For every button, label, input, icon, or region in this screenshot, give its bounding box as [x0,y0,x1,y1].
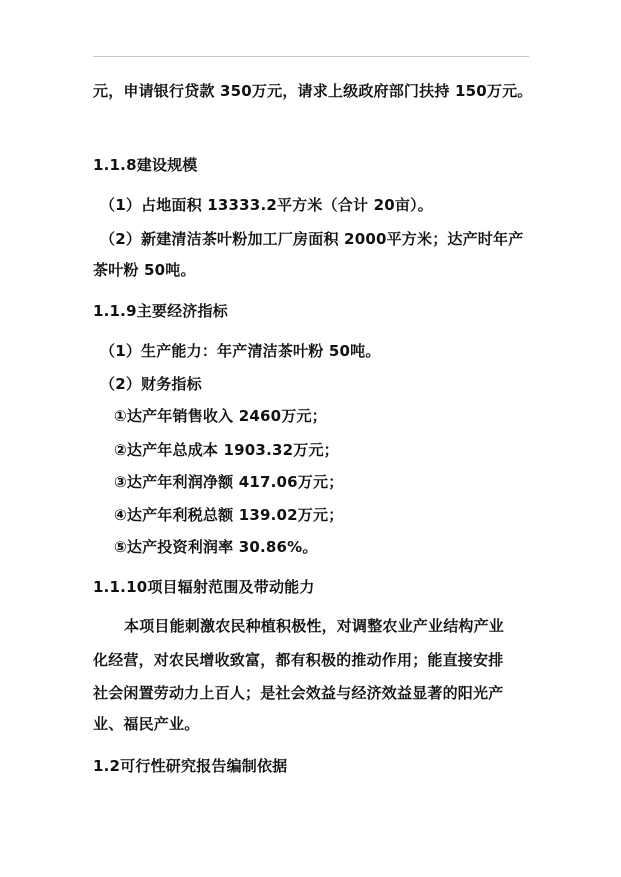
economic-item-1: （1）生产能力：年产清洁茶叶粉 50吨。 [100,342,381,360]
scale-item-1: （1）占地面积 13333.2平方米（合计 20亩）。 [100,196,433,214]
paragraph-line-4: 业、福民产业。 [93,715,200,733]
scale-item-2-line-2: 茶叶粉 50吨。 [93,261,196,279]
scale-item-2-line-1: （2）新建清洁茶叶粉加工厂房面积 2000平方米；达产时年产 [100,230,524,248]
section-heading-1-2: 1.2可行性研究报告编制依据 [93,757,288,775]
text-line-continuation: 元，申请银行贷款 350万元，请求上级政府部门扶持 150万元。 [93,82,533,100]
paragraph-line-1: 本项目能刺激农民种植积极性，对调整农业产业结构产业 [124,617,505,635]
financial-item-4: ④达产年利税总额 139.02万元； [114,506,344,524]
financial-item-1: ①达产年销售收入 2460万元； [114,407,327,425]
financial-item-5: ⑤达产投资利润率 30.86%。 [114,538,318,556]
section-heading-1-1-10: 1.1.10项目辐射范围及带动能力 [93,578,315,596]
section-heading-1-1-9: 1.1.9主要经济指标 [93,302,228,320]
header-rule [93,56,529,57]
paragraph-line-3: 社会闲置劳动力上百人；是社会效益与经济效益显著的阳光产 [93,684,504,702]
paragraph-line-2: 化经营，对农民增收致富，都有积极的推动作用；能直接安排 [93,651,504,669]
economic-item-2: （2）财务指标 [100,375,202,393]
financial-item-2: ②达产年总成本 1903.32万元； [114,441,339,459]
section-heading-1-1-8: 1.1.8建设规模 [93,156,198,174]
financial-item-3: ③达产年利润净额 417.06万元； [114,473,344,491]
